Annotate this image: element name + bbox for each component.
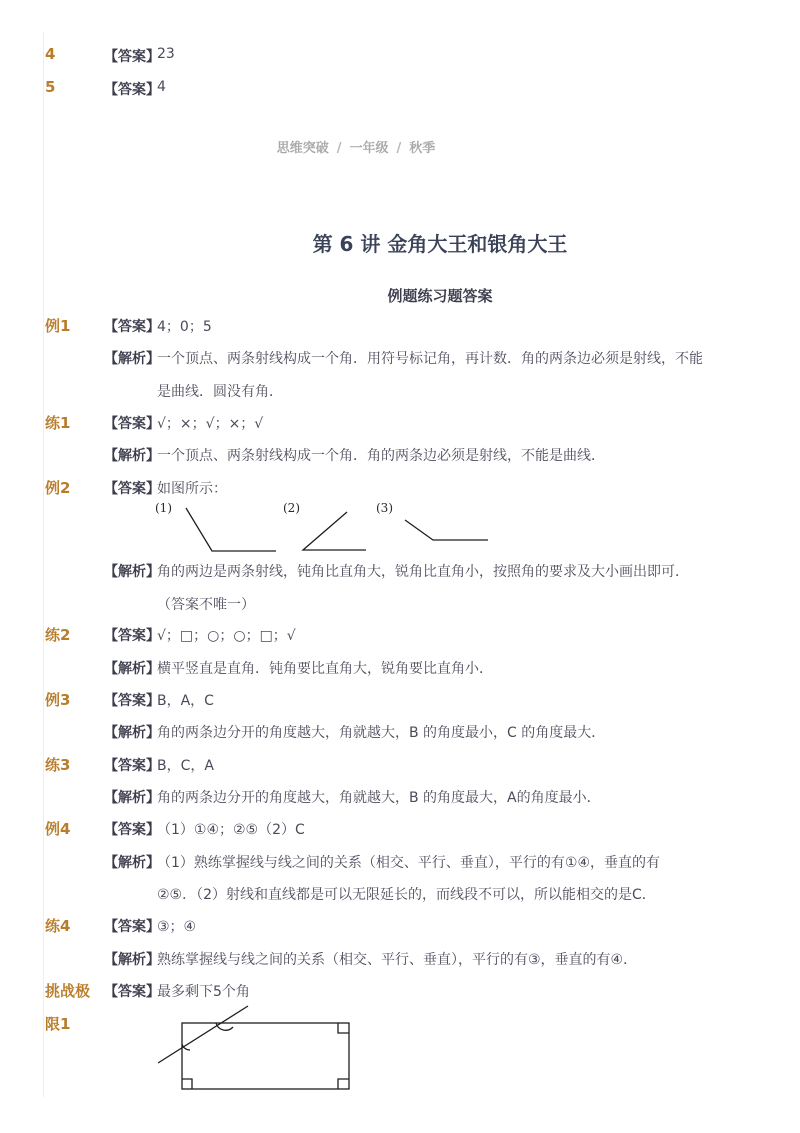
answer-tag: 【答案】 xyxy=(104,822,160,838)
question-label: 练2 xyxy=(45,626,71,644)
analysis-tag: 【解析】 xyxy=(104,448,160,464)
right-angle-mark xyxy=(338,1023,349,1033)
answer-text: 4；0；5 xyxy=(157,319,212,335)
analysis-text: 角的两条边分开的角度越大，角就越大，B 的角度最小，C 的角度最大． xyxy=(157,725,606,741)
analysis-tag: 【解析】 xyxy=(104,790,160,806)
lecture-title: 第 6 讲 金角大王和银角大王 xyxy=(312,232,568,256)
analysis-tag: 【解析】 xyxy=(104,725,160,741)
figure-label: (2) xyxy=(283,501,300,515)
answer-tag: 【答案】 xyxy=(104,481,160,497)
analysis-text: 熟练掌握线与线之间的关系（相交、平行、垂直），平行的有③，垂直的有④． xyxy=(157,952,638,968)
answer-text: B，C，A xyxy=(157,758,214,774)
breadcrumb-separator: / xyxy=(336,141,342,156)
question-label: 5 xyxy=(45,78,56,96)
answer-text: B，A，C xyxy=(157,693,214,709)
answer-tag: 【答案】 xyxy=(104,82,160,98)
answer-tag: 【答案】 xyxy=(104,919,160,935)
analysis-text: （1）熟练掌握线与线之间的关系（相交、平行、垂直），平行的有①④，垂直的有 xyxy=(157,855,661,871)
answer-text: 23 xyxy=(157,46,175,62)
answer-text: （1）①④；②⑤（2）C xyxy=(157,822,305,838)
question-label: 练1 xyxy=(45,414,71,432)
question-label-cont: 限1 xyxy=(45,1015,71,1033)
answer-text: 4 xyxy=(157,79,166,95)
answer-tag: 【答案】 xyxy=(104,693,160,709)
breadcrumb-separator: / xyxy=(396,141,402,156)
answer-text: √；×；√；×；√ xyxy=(157,416,264,432)
question-label: 例1 xyxy=(45,317,71,335)
right-angle-mark xyxy=(338,1079,349,1089)
analysis-tag: 【解析】 xyxy=(104,564,160,580)
question-label: 挑战极 xyxy=(45,982,91,1000)
answer-tag: 【答案】 xyxy=(104,984,160,1000)
cut-line xyxy=(158,1006,248,1063)
question-label: 例3 xyxy=(45,691,71,709)
breadcrumb-course: 思维突破 xyxy=(276,141,329,156)
analysis-text: 是曲线．圆没有角． xyxy=(157,384,283,400)
rectangle-shape xyxy=(182,1023,349,1089)
answer-text: √；□；○；○；□；√ xyxy=(157,628,296,644)
question-label: 例4 xyxy=(45,820,71,838)
right-angle-mark xyxy=(182,1079,192,1089)
question-label: 练3 xyxy=(45,756,71,774)
breadcrumb-term: 秋季 xyxy=(409,141,436,156)
breadcrumb-grade: 一年级 xyxy=(349,141,389,156)
answer-tag: 【答案】 xyxy=(104,319,160,335)
question-label: 4 xyxy=(45,45,56,63)
analysis-text: 角的两边是两条射线，钝角比直角大，锐角比直角小，按照角的要求及大小画出即可． xyxy=(157,564,689,580)
answer-text: 如图所示： xyxy=(157,481,227,497)
section-title: 例题练习题答案 xyxy=(387,287,493,305)
question-label: 例2 xyxy=(45,479,71,497)
analysis-text: 一个顶点、两条射线构成一个角．用符号标记角，再计数．角的两条边必须是射线，不能 xyxy=(157,351,703,367)
answer-text: ③；④ xyxy=(157,919,197,935)
analysis-tag: 【解析】 xyxy=(104,661,160,677)
answer-text: 最多剩下5个角 xyxy=(157,984,250,1000)
answer-tag: 【答案】 xyxy=(104,628,160,644)
analysis-text: 角的两条边分开的角度越大，角就越大，B 的角度最大，A的角度最小． xyxy=(157,790,601,806)
analysis-text: 一个顶点、两条射线构成一个角．角的两条边必须是射线，不能是曲线． xyxy=(157,448,605,464)
figure-label: (3) xyxy=(376,501,393,515)
analysis-text: （答案不唯一） xyxy=(157,597,255,613)
analysis-tag: 【解析】 xyxy=(104,855,160,871)
answer-tag: 【答案】 xyxy=(104,49,160,65)
analysis-text: ②⑤．（2）射线和直线都是可以无限延长的，而线段不可以，所以能相交的是C． xyxy=(157,887,656,903)
analysis-tag: 【解析】 xyxy=(104,952,160,968)
analysis-tag: 【解析】 xyxy=(104,351,160,367)
analysis-text: 横平竖直是直角．钝角要比直角大，锐角要比直角小． xyxy=(157,661,493,677)
question-label: 练4 xyxy=(45,917,71,935)
answer-tag: 【答案】 xyxy=(104,758,160,774)
figure-label: (1) xyxy=(155,501,172,515)
answer-tag: 【答案】 xyxy=(104,416,160,432)
